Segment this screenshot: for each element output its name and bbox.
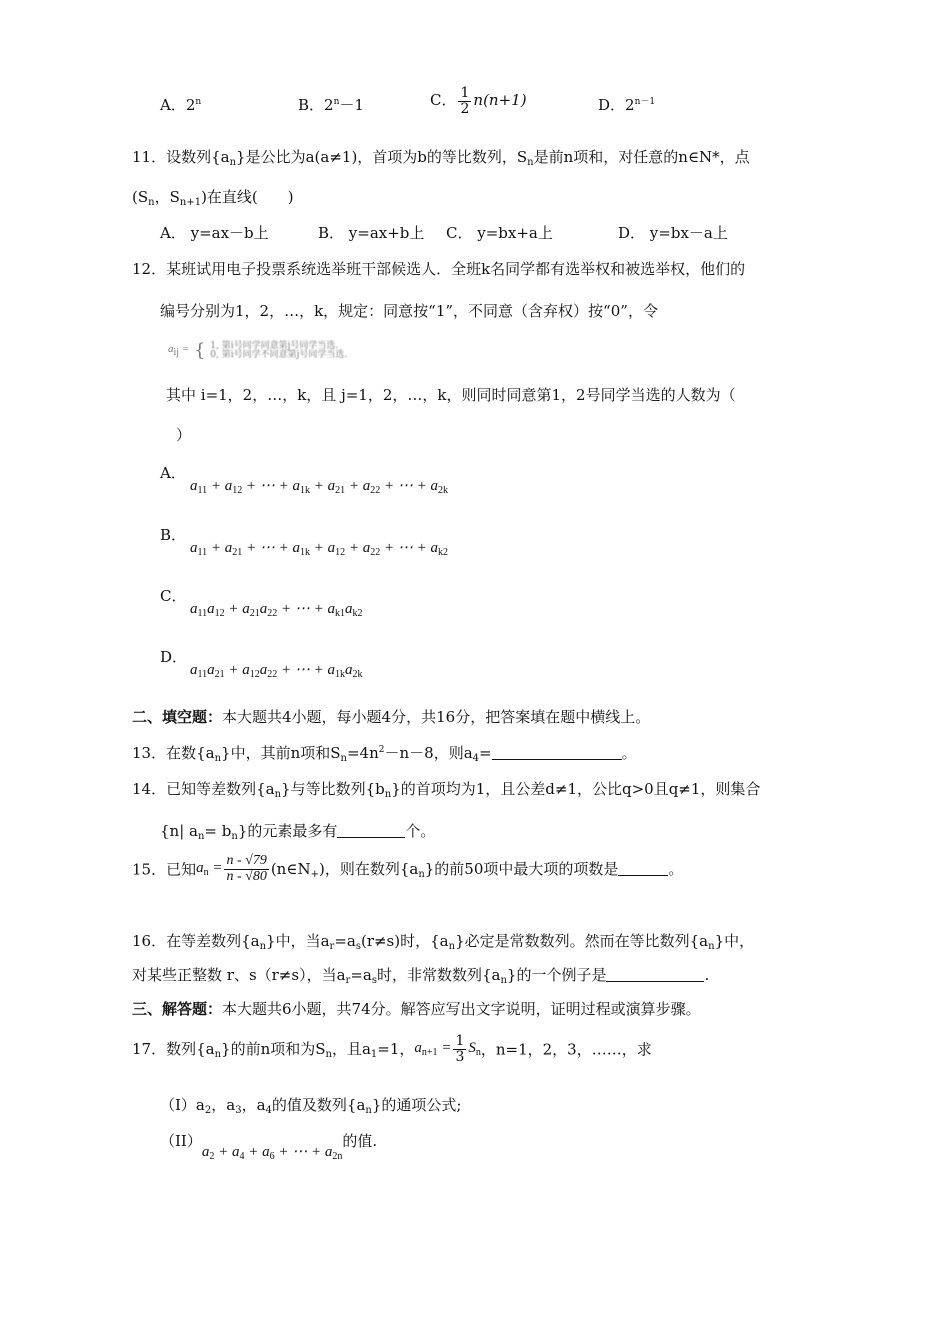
q13-answer-blank[interactable] [492, 745, 622, 760]
q14-line2: {n| $a_n= b_n$}的元素最多有 个。 [160, 822, 436, 842]
q12-option-c-label: C． [160, 587, 187, 605]
q11-option-d: D． y=bx－a上 [618, 224, 728, 242]
section3-heading: 三、解答题：本大题共6小题，共74分。解答应写出文字说明，证明过程或演算步骤。 [132, 1000, 701, 1018]
q12-option-c-formula: $a_{11}a_{12} + a_{21}a_{22}$ + ⋯ + $a_{k1}a_{k2}$ [190, 601, 363, 619]
q12-line4: ） [176, 426, 192, 444]
q17-part1: $(I)a_2$，$a_3$，$a_4$的值及数列$\{a_n\}$的通项公式; [160, 1096, 462, 1116]
q12-piecewise: $a_{ij}$ = { 1, 第i号同学同意第j号同学当选. 0, 第i号同学不同意第j号同学当选. [168, 340, 348, 361]
q13: 13．在数$\{a_n\}$中，其前n项和$S_n=4n^2-n-8$，则$a_4=$ 。 [132, 744, 637, 764]
q14-line1: 14．已知等差数列$\{a_n\}$与等比数列$\{b_n\}$的首项均为1，且公差d≠1，公比q>0且q≠1，则集合 [132, 780, 761, 800]
q12-option-a-label: A． [160, 464, 186, 482]
q15: 15．已知$a_n$ = $\frac{n - √79}{n - √80}$ $(n\in N_+)$，则在数列$\{a_n\}$的前50项中最大项的项数是 。 [132, 853, 684, 884]
q11-line1: 11．设数列$\{a_n\}$是公比为a(a≠1)，首项为b的等比数列，$S_n$是前n项和，对任意的n∈N*，点 [132, 148, 750, 168]
q15-answer-blank[interactable] [618, 861, 668, 876]
q17-part2: $(II)a_2 + a_4 + a_6$ + ⋯ + $a_{2n}$的值. [160, 1132, 378, 1162]
q12-option-b-label: B． [160, 526, 187, 544]
q12-option-d-label: D． [160, 648, 188, 666]
q11-option-b: B． y=ax+b上 [318, 224, 425, 242]
q14-answer-blank[interactable] [337, 823, 405, 838]
q12-option-b-formula: $a_{11} + a_{21}$ + ⋯ + $a_{1k} + a_{12} + a_{22}$ + ⋯ + $a_{k2}$ [190, 540, 449, 558]
q11-option-c: C． y=bx+a上 [446, 224, 553, 242]
q12-line1: 12．某班试用电子投票系统选举班干部候选人．全班k名同学都有选举权和被选举权，他们的 [132, 260, 746, 278]
q16-line1: 16．在等差数列$\{a_n\}$中，当$a_r=a_s(r\ne s)$时，$\{a_n\}$必定是常数数列。然而在等比数列$\{a_n\}$中， [132, 932, 755, 952]
q16-answer-blank[interactable] [606, 967, 704, 982]
section2-heading: 二、填空题：本大题共4小题，每小题4分，共16分，把答案填在题中横线上。 [132, 708, 651, 726]
q12-line3: 其中 i=1，2，…，k，且 j=1，2，…，k，则同时同意第1，2号同学当选的人数为（ [166, 386, 736, 404]
q12-option-d-formula: $a_{11}a_{21} + a_{12}a_{22}$ + ⋯ + $a_{1k}a_{2k}$ [190, 662, 363, 680]
q10-option-a: A．2$^n$ [160, 96, 202, 114]
q10-option-b: B．$2^n-1$ [298, 96, 364, 114]
q10-option-c: C． $\frac{1}{2}$ n(n+1) [430, 85, 527, 117]
q16-line2: 对某些正整数 r、s（r≠s），当$a_r=a_s$时，非常数数列$\{a_n\}$的一个例子是 . [132, 966, 710, 986]
q10-option-d: D．$2^{n-1}$ [598, 96, 656, 114]
q11-line2: ($S_n$，$S_{n+1}$)在直线( ) [132, 188, 294, 208]
q11-option-a: A． y=ax－b上 [160, 224, 269, 242]
q12-line2: 编号分别为1，2，…，k，规定：同意按“1”，不同意（含弃权）按“0”，令 [160, 302, 658, 320]
q12-option-a-formula: $a_{11} + a_{12}$ + ⋯ + $a_{1k} + a_{21} + a_{22}$ + ⋯ + $a_{2k}$ [190, 478, 449, 496]
q17-stem: 17．数列$\{a_n\}$的前n项和为$S_n$，且$a_1=1$，$a_{n+1}$ = $\frac{1}{3}$ $S_n$，n=1，2，3，……，求 [132, 1033, 652, 1065]
